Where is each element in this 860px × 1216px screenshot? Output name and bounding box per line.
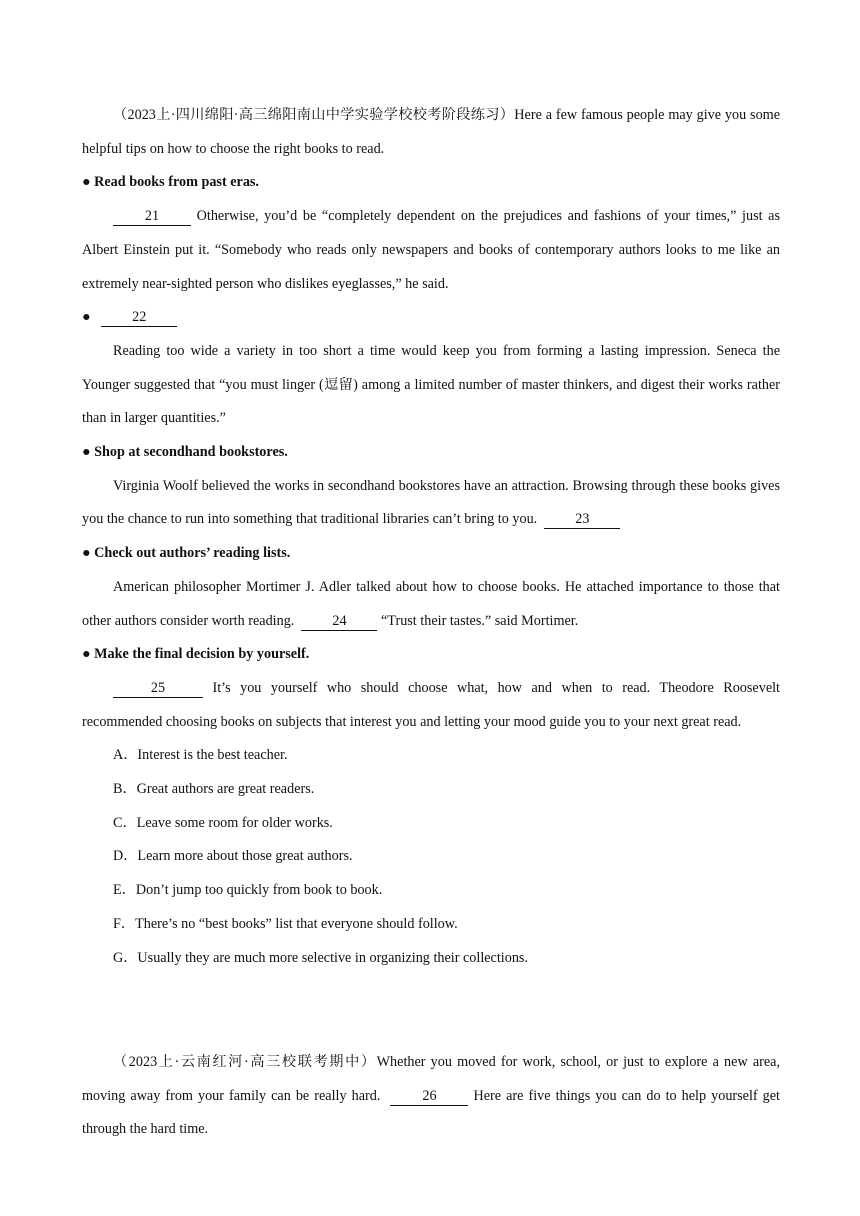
paragraph-secondhand — [82, 470, 780, 537]
passage-2-rest: Here are five things you can do to help yourself get through the hard time. — [82, 1087, 780, 1138]
paragraph-variety: Reading too wide a variety in too short a time would keep you from forming a lasting impression. Seneca the Younger suggested that “you must linger (逗留) among a limited number of master thinkers, and digest their works rather than in larger quantities.” — [82, 342, 780, 427]
option-e[interactable]: E．Don’t jump too quickly from book to book. — [113, 882, 383, 899]
option-g[interactable]: G．Usually they are much more selective in organizing their collections. — [113, 949, 528, 966]
paragraph-reading-lists — [82, 571, 780, 638]
paragraph-reading-lists-text: American philosopher Mortimer J. Adler talked about how to choose books. He attached importance to those that other authors consider worth reading. — [82, 578, 780, 629]
paragraph-final-decision-text: It’s you yourself who should choose what, how and when to read. Theodore Roosevelt recommended choosing books on subjects that interest you and letting your mood guide you to your next great read. — [82, 679, 780, 730]
heading-reading-lists: ● Check out authors’ reading lists. — [82, 545, 291, 562]
bullet: ● — [82, 309, 91, 326]
option-b[interactable]: B．Great authors are great readers. — [113, 781, 315, 798]
paragraph-secondhand-text: Virginia Woolf believed the works in secondhand bookstores have an attraction. Browsing through these books gives you the chance to run into something that traditional libraries can’t bring to you. — [82, 477, 780, 528]
passage-1-intro: （2023上·四川绵阳·高三绵阳南山中学实验学校校考阶段练习）Here a few famous people may give you some helpful tips on how to choose the right books to read. — [82, 107, 780, 157]
heading-final-decision: ● Make the final decision by yourself. — [82, 646, 310, 663]
passage-2-intro — [82, 1046, 780, 1147]
heading-secondhand: ● Shop at secondhand bookstores. — [82, 444, 288, 461]
passage-1 — [82, 99, 780, 975]
paragraph-reading-lists-tail: “Trust their tastes.” said Mortimer. — [377, 612, 579, 629]
passage-2-intro-text: （2023上·云南红河·高三校联考期中）Whether you moved for work, school, or just to explore a new area, moving away from your family can be really hard. — [82, 1054, 780, 1104]
option-d[interactable]: D．Learn more about those great authors. — [113, 848, 353, 865]
blank-26[interactable]: 26 — [390, 1088, 468, 1106]
option-c[interactable]: C．Leave some room for older works. — [113, 814, 333, 831]
paragraph-final-decision — [82, 672, 780, 739]
blank-25[interactable]: 25 — [113, 680, 203, 698]
heading-blank-22 — [82, 301, 780, 335]
blank-22[interactable]: 22 — [101, 309, 177, 327]
options-list — [82, 739, 780, 975]
option-f[interactable]: F．There’s no “best books” list that everyone should follow. — [113, 915, 458, 932]
heading-past-eras: ● Read books from past eras. — [82, 174, 259, 191]
blank-24[interactable]: 24 — [301, 613, 377, 631]
blank-23[interactable]: 23 — [544, 511, 620, 529]
blank-21[interactable]: 21 — [113, 208, 191, 226]
option-a[interactable]: A．Interest is the best teacher. — [113, 747, 288, 764]
passage-2 — [82, 1046, 780, 1147]
paragraph-past-eras-text: Otherwise, you’d be “completely dependent on the prejudices and fashions of your times,” just as Albert Einstein put it. “Somebody who reads only newspapers and books of contemporary authors looks to me like an extremely near-sighted person who dislikes eyeglasses,” he said. — [82, 208, 780, 292]
paragraph-past-eras — [82, 200, 780, 301]
